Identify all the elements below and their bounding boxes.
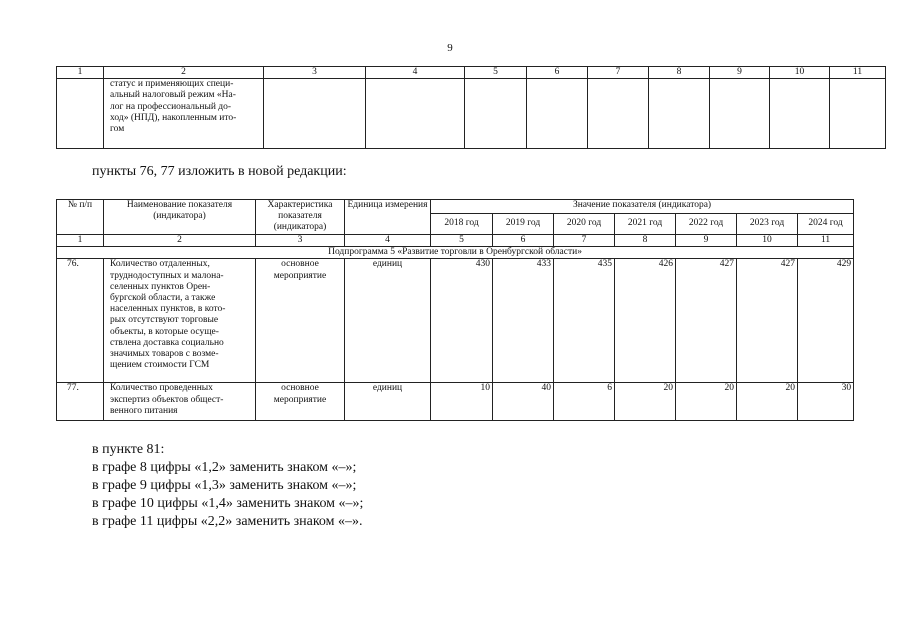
col-number: 1 bbox=[57, 235, 104, 247]
col-number: 4 bbox=[366, 67, 465, 79]
col-number: 9 bbox=[710, 67, 770, 79]
indicator-name: Количество проведенных экспертиз объектов общест- венного питания bbox=[104, 383, 256, 421]
col-number: 7 bbox=[588, 67, 649, 79]
page-number: 9 bbox=[447, 42, 453, 54]
unit: единиц bbox=[345, 259, 431, 383]
col-number: 10 bbox=[770, 67, 830, 79]
table-row bbox=[57, 383, 854, 421]
header-characteristic: Характеристика показателя (индикатора) bbox=[256, 200, 345, 235]
header-year: 2023 год bbox=[737, 214, 798, 235]
continuation-table bbox=[56, 66, 886, 149]
col-number: 3 bbox=[256, 235, 345, 247]
value-cell: 30 bbox=[798, 383, 854, 421]
unit: единиц bbox=[345, 383, 431, 421]
header-year: 2018 год bbox=[431, 214, 493, 235]
value-cell: 429 bbox=[798, 259, 854, 383]
value-cell: 20 bbox=[676, 383, 737, 421]
header-year: 2020 год bbox=[554, 214, 615, 235]
row-num: 77. bbox=[57, 383, 104, 421]
col-number: 11 bbox=[830, 67, 886, 79]
table-row bbox=[57, 79, 886, 149]
col-number: 6 bbox=[527, 67, 588, 79]
col-number: 4 bbox=[345, 235, 431, 247]
col-number: 9 bbox=[676, 235, 737, 247]
value-cell: 20 bbox=[737, 383, 798, 421]
col-number: 7 bbox=[554, 235, 615, 247]
indicator-table bbox=[56, 199, 854, 421]
col-number: 11 bbox=[798, 235, 854, 247]
col-number: 8 bbox=[649, 67, 710, 79]
col-number: 1 bbox=[57, 67, 104, 79]
header-year: 2022 год bbox=[676, 214, 737, 235]
header-year: 2021 год bbox=[615, 214, 676, 235]
col-number: 2 bbox=[104, 67, 264, 79]
characteristic: основное мероприятие bbox=[256, 383, 345, 421]
col-number: 8 bbox=[615, 235, 676, 247]
value-cell: 6 bbox=[554, 383, 615, 421]
value-cell: 426 bbox=[615, 259, 676, 383]
intro-text: пункты 76, 77 изложить в новой редакции: bbox=[92, 164, 347, 179]
characteristic: основное мероприятие bbox=[256, 259, 345, 383]
col-number: 10 bbox=[737, 235, 798, 247]
value-cell: 427 bbox=[676, 259, 737, 383]
header-name: Наименование показателя (индикатора) bbox=[104, 200, 256, 235]
row-num: 76. bbox=[57, 259, 104, 383]
amendment-list bbox=[92, 441, 363, 531]
amendment-line: в графе 11 цифры «2,2» заменить знаком «–». bbox=[92, 514, 363, 529]
indicator-name: Количество отдаленных, труднодоступных и малона- селенных пунктов Орен- бургской области, а также населенных пунктов, в кото- рых отсутствуют торговые объекты, в которые осуще- ствлена доставка социально значимых товаров с возме- щением стоимости ГСМ bbox=[104, 259, 256, 383]
col-number: 3 bbox=[264, 67, 366, 79]
header-year: 2019 год bbox=[493, 214, 554, 235]
subprogram-row bbox=[57, 247, 854, 259]
amendment-line: в графе 10 цифры «1,4» заменить знаком «–»; bbox=[92, 496, 364, 511]
value-cell: 435 bbox=[554, 259, 615, 383]
value-cell: 20 bbox=[615, 383, 676, 421]
value-cell: 10 bbox=[431, 383, 493, 421]
value-cell: 427 bbox=[737, 259, 798, 383]
col-number: 6 bbox=[493, 235, 554, 247]
column-number-row bbox=[57, 67, 886, 79]
header-value-group: Значение показателя (индикатора) bbox=[431, 200, 854, 214]
amendment-line: в графе 9 цифры «1,3» заменить знаком «–»; bbox=[92, 478, 357, 493]
col-number: 5 bbox=[431, 235, 493, 247]
header-num: № п/п bbox=[57, 200, 104, 235]
value-cell: 40 bbox=[493, 383, 554, 421]
value-cell: 433 bbox=[493, 259, 554, 383]
indicator-name-continued: статус и применяющих специ- альный налоговый режим «На- лог на профессиональный до- ход» (НПД), накопленным ито- гом bbox=[104, 79, 264, 149]
amendment-line: в графе 8 цифры «1,2» заменить знаком «–»; bbox=[92, 460, 357, 475]
table-row bbox=[57, 259, 854, 383]
subprogram-title: Подпрограмма 5 «Развитие торговли в Оренбургской области» bbox=[57, 247, 854, 259]
value-cell: 430 bbox=[431, 259, 493, 383]
header-unit: Единица измерения bbox=[345, 200, 431, 235]
col-number: 2 bbox=[104, 235, 256, 247]
column-number-row bbox=[57, 235, 854, 247]
header-year: 2024 год bbox=[798, 214, 854, 235]
amendment-line: в пункте 81: bbox=[92, 442, 165, 457]
col-number: 5 bbox=[465, 67, 527, 79]
